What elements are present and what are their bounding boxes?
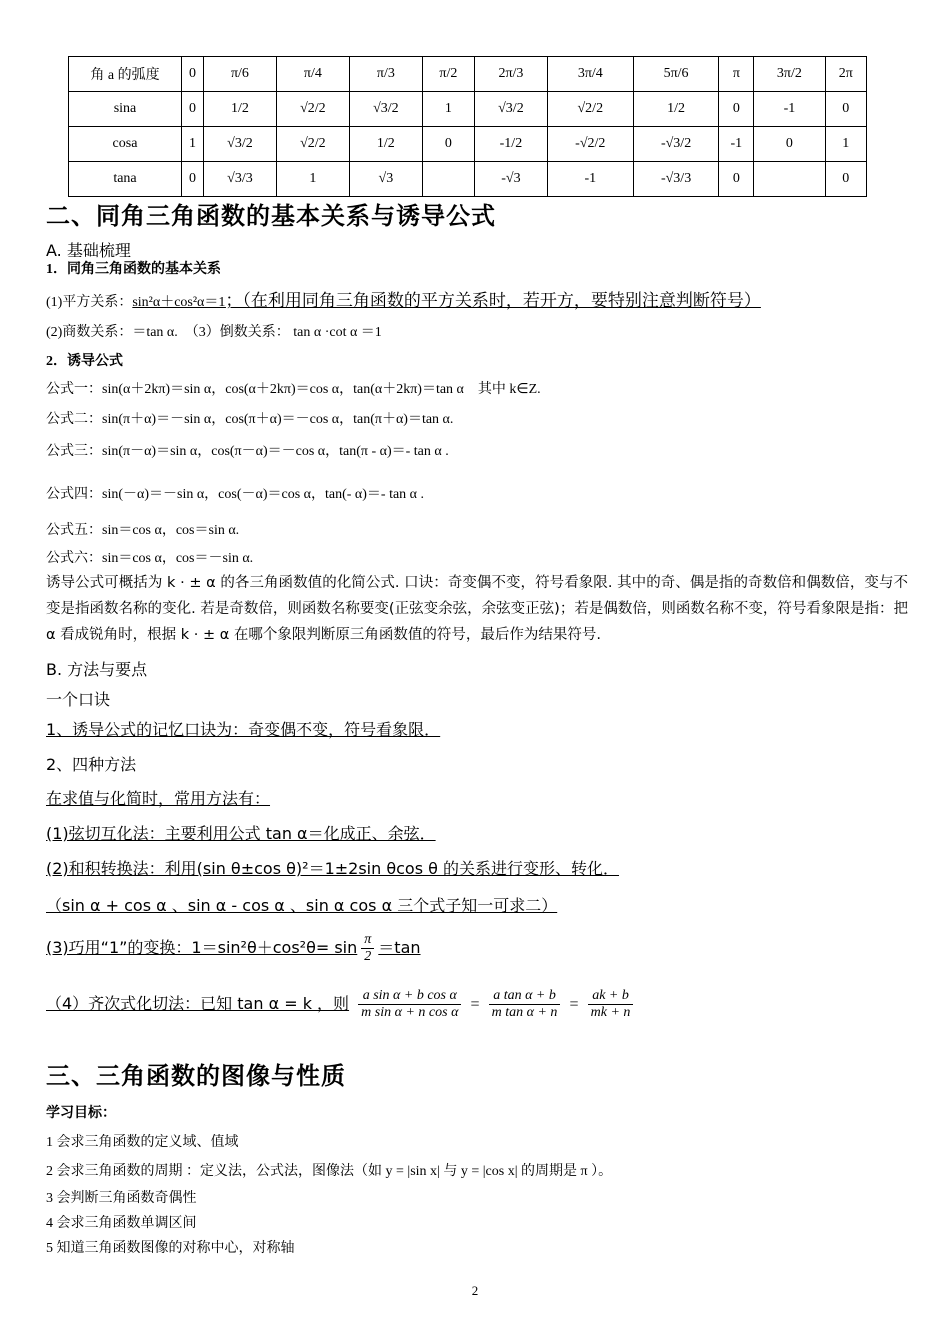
fraction-denominator: m tan α + n	[491, 1005, 558, 1020]
table-cell: √2/2	[276, 92, 349, 127]
table-cell: 0	[719, 92, 754, 127]
section2-title: 二、同角三角函数的基本关系与诱导公式	[46, 202, 496, 230]
ratio-sin-cos-fraction	[358, 988, 461, 1021]
table-cell: 2π/3	[474, 57, 547, 92]
row-label-cell: sina	[69, 92, 182, 127]
table-cell: 1/2	[633, 92, 719, 127]
table-cell: -√3	[474, 162, 547, 197]
table-cell: 0	[825, 92, 866, 127]
square-formula: sin²α＋cos²α＝1	[132, 295, 226, 310]
table-cell: √3/2	[474, 92, 547, 127]
method-3-prefix: (3)巧用“1”的变换：1＝sin²θ＋cos²θ= sin	[46, 938, 358, 957]
method-4	[46, 988, 637, 1021]
table-cell: 5π/6	[633, 57, 719, 92]
formula-6: 公式六：sin＝cos α，cos＝－sin α.	[46, 551, 254, 566]
table-cell: 0	[182, 162, 204, 197]
four-methods-heading: 2、四种方法	[46, 755, 137, 774]
method-4-prefix: （4）齐次式化切法：已知 tan α = k ，则	[46, 994, 350, 1013]
table-cell: 0	[754, 127, 825, 162]
table-header-row	[69, 57, 867, 92]
goal-4: 4 会求三角函数单调区间	[46, 1216, 197, 1231]
method-1: (1)弦切互化法：主要利用公式 tan α＝化成正、余弦．	[46, 824, 436, 843]
table-cell: π/3	[349, 57, 422, 92]
method-3	[46, 932, 421, 965]
table-cell: √3	[349, 162, 422, 197]
formula-2: 公式二：sin(π＋α)＝－sin α，cos(π＋α)＝－cos α，tan(π＋α)＝tan α.	[46, 412, 454, 427]
table-cell: 1/2	[203, 92, 276, 127]
fraction-denominator: m sin α + n cos α	[361, 1005, 459, 1020]
equals-sign: =	[569, 996, 579, 1013]
induction-heading: 2．诱导公式	[46, 354, 123, 369]
ratio-k-fraction	[588, 988, 634, 1021]
fraction-numerator: ak + b	[588, 988, 634, 1005]
table-cell: 0	[422, 127, 474, 162]
formula-4: 公式四：sin(－α)＝－sin α，cos(－α)＝cos α，tan(- α)＝- tan α .	[46, 487, 425, 502]
basics-heading: A. 基础梳理	[46, 241, 131, 260]
table-cell: √3/3	[203, 162, 276, 197]
table-cell: 3π/2	[754, 57, 825, 92]
fraction-numerator: π	[361, 932, 374, 949]
square-prefix: (1)平方关系：	[46, 295, 133, 310]
table-cell: -1	[547, 162, 633, 197]
pi-over-2-fraction	[361, 932, 374, 965]
table-cell: -1	[719, 127, 754, 162]
ratio-tan-fraction	[489, 988, 561, 1021]
square-note: ；（在利用同角三角函数的平方关系时，若开方，要特别注意判断符号）	[225, 291, 761, 311]
formula-3: 公式三：sin(π－α)＝sin α，cos(π－α)＝－cos α，tan(π - α)＝- tan α .	[46, 444, 449, 459]
table-row	[69, 162, 867, 197]
table-cell: 0	[182, 92, 204, 127]
table-cell: √3/2	[349, 92, 422, 127]
fraction-numerator: a sin α + b cos α	[358, 988, 461, 1005]
table-cell: 1	[182, 127, 204, 162]
table-cell: 1	[422, 92, 474, 127]
goal-3: 3 会判断三角函数奇偶性	[46, 1191, 197, 1206]
row-label-cell: 角 a 的弧度	[69, 57, 182, 92]
table-cell: π	[719, 57, 754, 92]
section3-title: 三、三角函数的图像与性质	[46, 1062, 346, 1090]
table-cell: 3π/4	[547, 57, 633, 92]
methods-intro: 在求值与化简时，常用方法有：	[46, 789, 271, 808]
table-row	[69, 127, 867, 162]
table-cell	[422, 162, 474, 197]
table-cell: 0	[825, 162, 866, 197]
fraction-numerator: a tan α + b	[489, 988, 561, 1005]
table-cell: π/6	[203, 57, 276, 92]
table-cell: 1	[825, 127, 866, 162]
table-cell: -1	[754, 92, 825, 127]
formula-1: 公式一：sin(α＋2kπ)＝sin α，cos(α＋2kπ)＝cos α，tan(α＋2kπ)＝tan α 其中 k∈Z.	[46, 382, 541, 397]
methods-heading: B. 方法与要点	[46, 660, 148, 679]
goal-1: 1 会求三角函数的定义域、值域	[46, 1135, 239, 1150]
row-label-cell: tana	[69, 162, 182, 197]
goal-2: 2 会求三角函数的周期 ：定义法，公式法，图像法（如 y = |sin x| 与 y = |cos x| 的周期是 π ）。	[46, 1164, 613, 1179]
table-row	[69, 92, 867, 127]
table-cell: -1/2	[474, 127, 547, 162]
table-cell: π/4	[276, 57, 349, 92]
table-cell: √2/2	[276, 127, 349, 162]
table-cell: 2π	[825, 57, 866, 92]
table-cell: √3/2	[203, 127, 276, 162]
rhyme-line: 1、诱导公式的记忆口诀为：奇变偶不变，符号看象限．	[46, 720, 441, 739]
square-relation	[46, 286, 761, 311]
goal-5: 5 知道三角函数图像的对称中心，对称轴	[46, 1241, 295, 1256]
table-cell: √2/2	[547, 92, 633, 127]
method-2-note: （sin α + cos α 、sin α - cos α 、sin α cos α 三个式子知一可求二）	[46, 896, 558, 915]
equals-sign: =	[470, 996, 480, 1013]
formula-5: 公式五：sin＝cos α，cos＝sin α.	[46, 523, 240, 538]
table-cell: 1	[276, 162, 349, 197]
table-cell: π/2	[422, 57, 474, 92]
trig-values-table	[68, 56, 867, 197]
fraction-denominator: mk + n	[590, 1005, 631, 1020]
induction-summary: 诱导公式可概括为 k · ± α 的各三角函数值的化简公式. 口诀：奇变偶不变，符号看象限. 其中的奇、偶是指的奇数倍和偶数倍，变与不变是指函数名称的变化. 若是奇数倍，则函数名称要变(正弦变余弦，余弦变正弦)；若是偶数倍，则函数名称不变，符号看象限是指：把 α 看成锐角时，根据 k · ± α 在哪个象限判断原三角函数值的符号，最后作为结果符号.	[46, 575, 908, 643]
table-cell: 1/2	[349, 127, 422, 162]
table-cell	[754, 162, 825, 197]
quotient-relation: (2)商数关系：＝tan α. （3）倒数关系： tan α ·cot α ＝1	[46, 325, 382, 340]
table-cell: 0	[719, 162, 754, 197]
table-cell: -√3/2	[633, 127, 719, 162]
basic-relations-heading: 1．同角三角函数的基本关系	[46, 262, 221, 277]
row-label-cell: cosa	[69, 127, 182, 162]
table-cell: -√2/2	[547, 127, 633, 162]
method-2: (2)和积转换法：利用(sin θ±cos θ)²＝1±2sin θcos θ 的关系进行变形、转化．	[46, 859, 620, 878]
method-3-suffix: ＝tan	[378, 938, 421, 957]
page-number: 2	[471, 1283, 479, 1298]
one-rhyme-heading: 一个口诀	[46, 690, 111, 709]
fraction-denominator: 2	[364, 949, 372, 964]
table-cell: 0	[182, 57, 204, 92]
goals-heading: 学习目标：	[46, 1106, 116, 1121]
table-cell: -√3/3	[633, 162, 719, 197]
